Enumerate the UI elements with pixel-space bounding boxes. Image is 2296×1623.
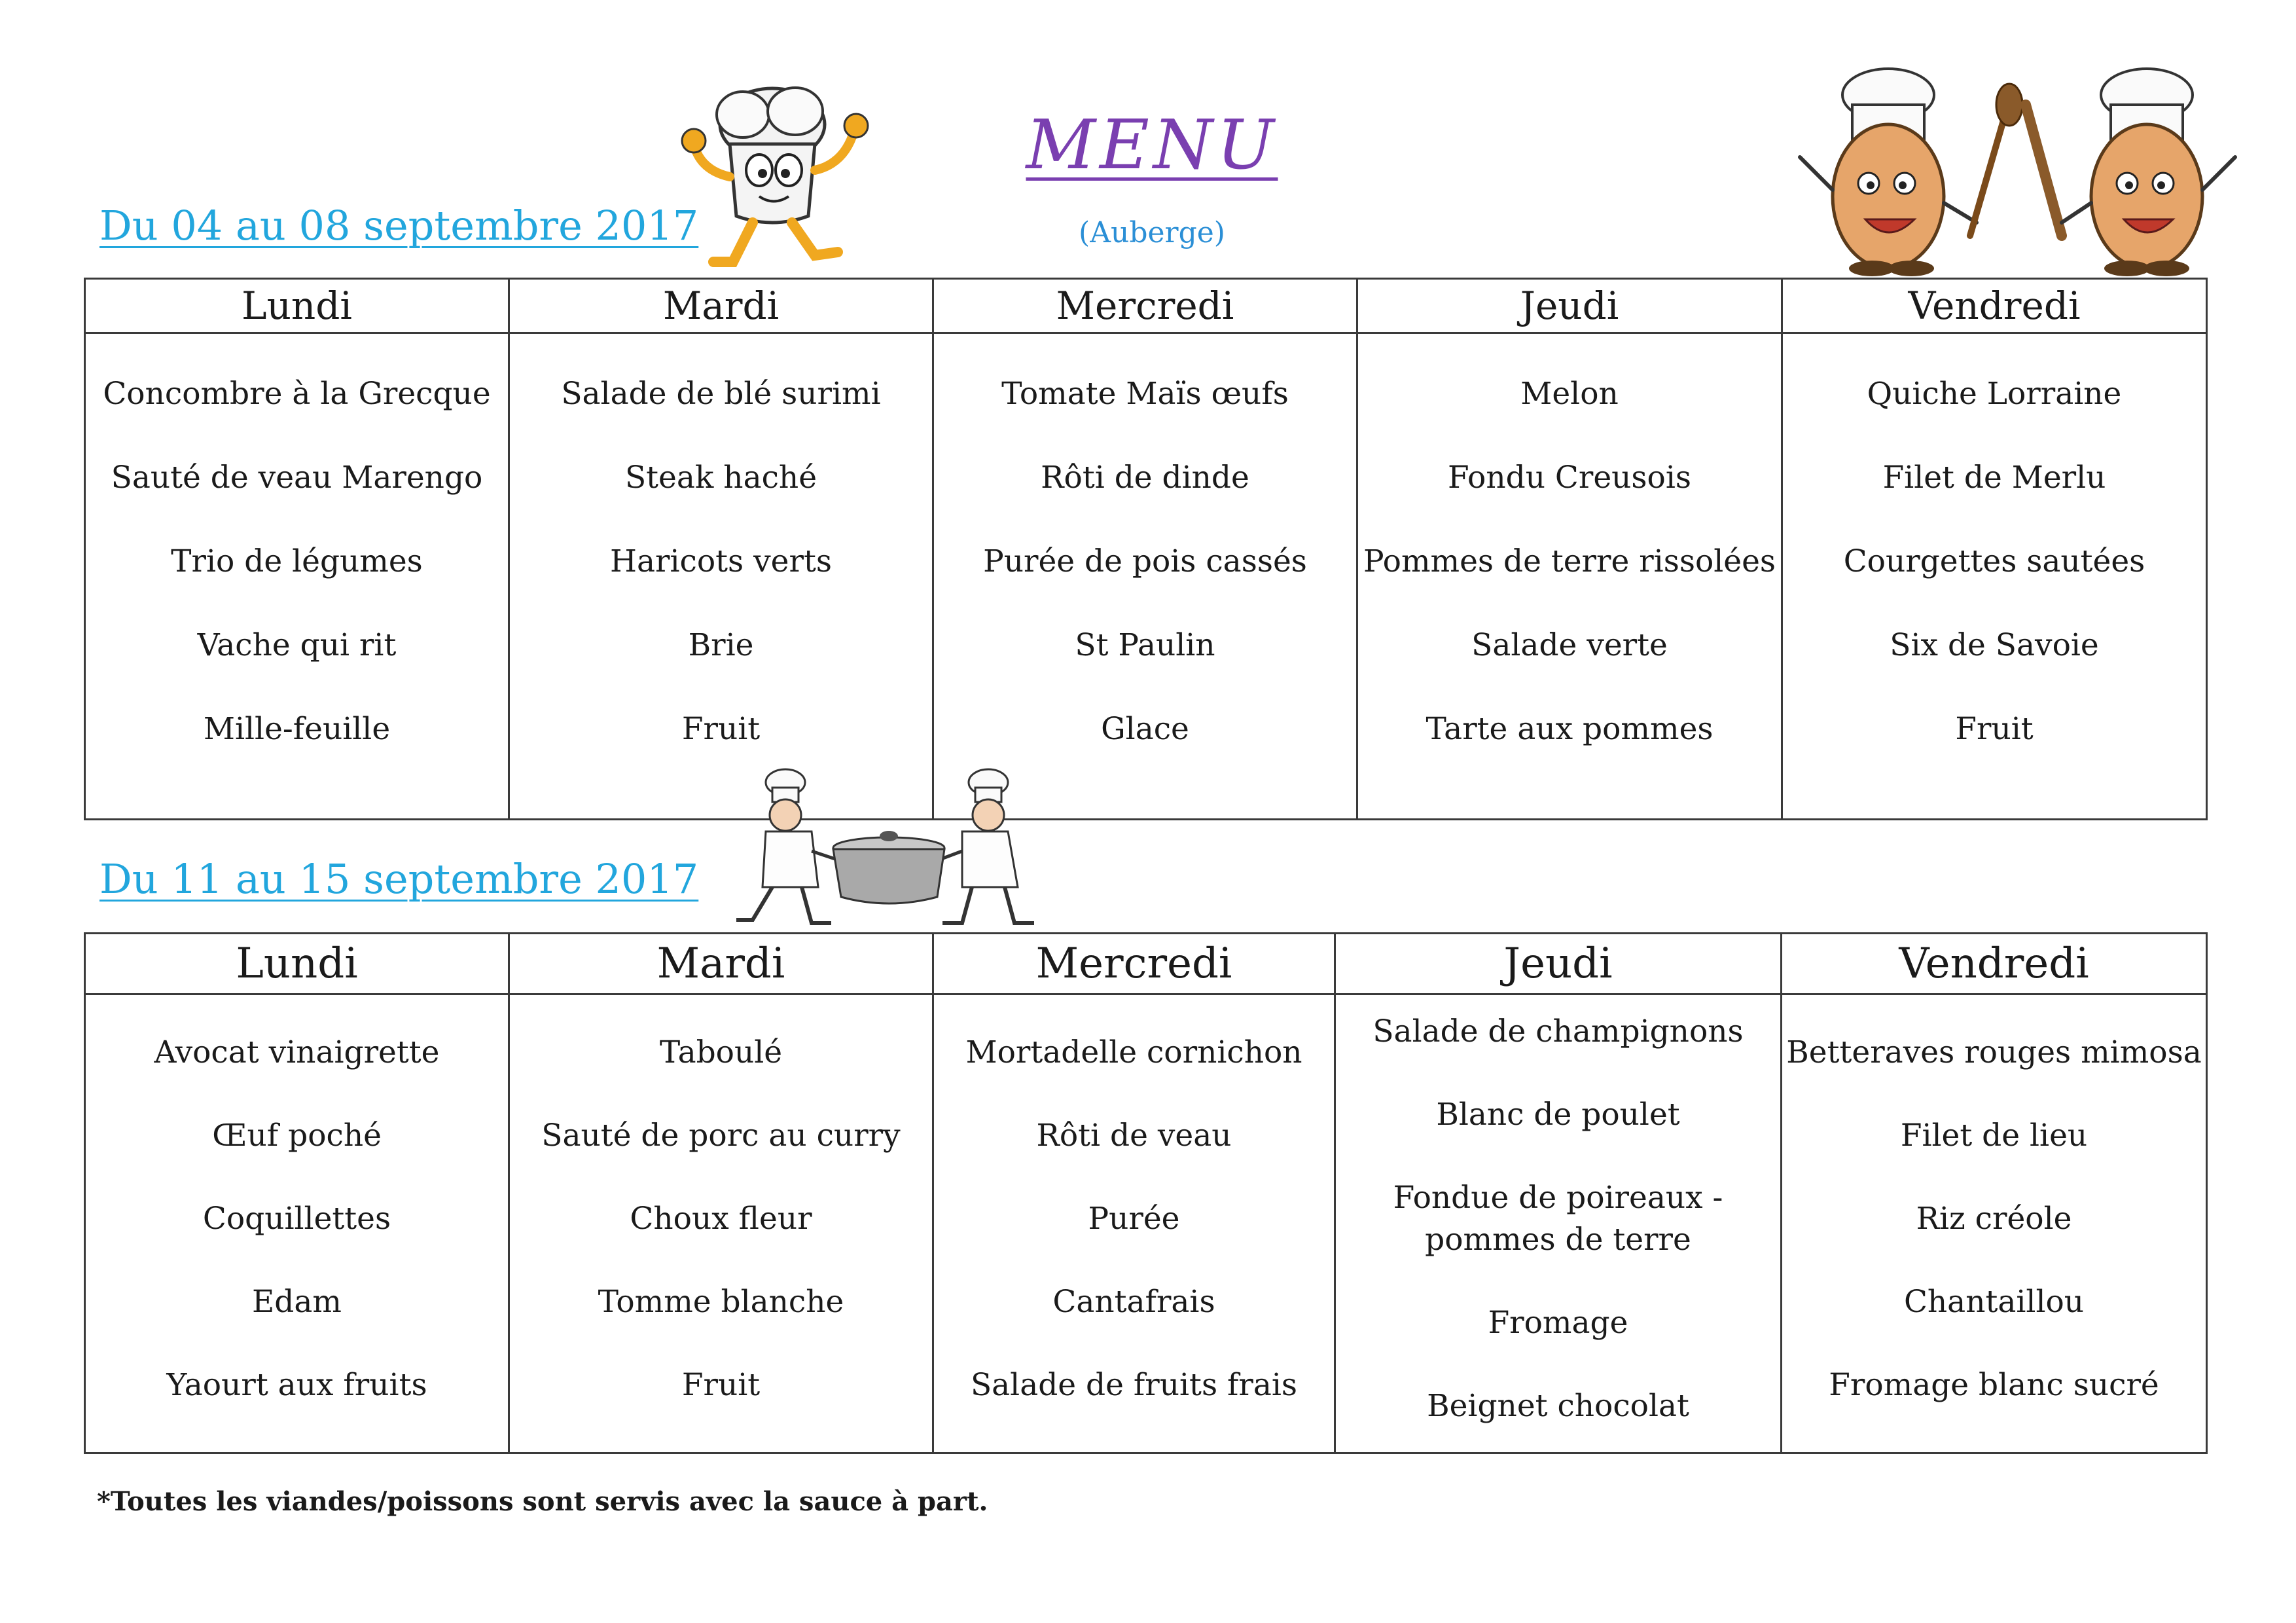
menu-item: Mille-feuille: [203, 711, 391, 747]
running-chef-mascot-icon: [674, 65, 884, 275]
day-header-lundi: Lundi: [85, 934, 509, 994]
day-cell-vendredi: [1782, 333, 2207, 820]
menu-item: Concombre à la Grecque: [103, 376, 491, 412]
menu-item: Filet de Merlu: [1882, 460, 2106, 496]
menu-item: St Paulin: [1075, 627, 1215, 663]
week-1-label: Du 04 au 08 septembre 2017: [99, 202, 699, 249]
menu-item: Melon: [1520, 376, 1619, 412]
menu-item: Yaourt aux fruits: [166, 1367, 427, 1403]
day-header-mercredi: Mercredi: [933, 934, 1335, 994]
menu-item: Sauté de veau Marengo: [111, 460, 483, 496]
menu-item: Six de Savoie: [1890, 627, 2099, 663]
day-cell-lundi: [85, 333, 509, 820]
day-cell-mardi: [509, 333, 933, 820]
menu-item: Betteraves rouges mimosa: [1786, 1034, 2202, 1070]
menu-item: Mortadelle cornichon: [965, 1034, 1302, 1070]
menu-item: Taboulé: [659, 1034, 783, 1070]
menu-item: Fruit: [1955, 711, 2034, 747]
day-header-vendredi: Vendredi: [1782, 279, 2207, 333]
footnote: *Toutes les viandes/poissons sont servis avec la sauce à part.: [97, 1486, 988, 1517]
menu-item: Quiche Lorraine: [1867, 376, 2122, 412]
menu-item: Pommes de terre rissolées: [1363, 543, 1776, 579]
menu-item: Fondu Creusois: [1448, 460, 1691, 496]
day-cell-mercredi: [933, 994, 1335, 1453]
day-header-lundi: Lundi: [85, 279, 509, 333]
menu-item: Salade de champignons: [1372, 1013, 1744, 1049]
menu-item: Rôti de veau: [1036, 1118, 1232, 1154]
menu-item: Tarte aux pommes: [1426, 711, 1713, 747]
menu-item: Filet de lieu: [1900, 1118, 2088, 1154]
chefs-carrying-pot-icon: [726, 763, 1054, 933]
week-1-menu-table: [84, 278, 2208, 820]
menu-item: Trio de légumes: [171, 543, 423, 579]
day-header-mardi: Mardi: [509, 279, 933, 333]
menu-item: Edam: [252, 1284, 342, 1320]
menu-item: Salade verte: [1471, 627, 1668, 663]
menu-item: Steak haché: [624, 460, 817, 496]
day-header-vendredi: Vendredi: [1782, 934, 2207, 994]
menu-item: Choux fleur: [630, 1201, 812, 1237]
menu-item: Purée de pois cassés: [983, 543, 1307, 579]
menu-item: Tomate Maïs œufs: [1001, 376, 1289, 412]
egg-chefs-icon: [1780, 59, 2251, 282]
menu-item: Riz créole: [1916, 1201, 2072, 1237]
menu-item: Coquillettes: [202, 1201, 391, 1237]
menu-item: Chantaillou: [1903, 1284, 2085, 1320]
day-header-jeudi: Jeudi: [1357, 279, 1782, 333]
menu-item: Fruit: [681, 711, 761, 747]
menu-item: Salade de blé surimi: [561, 376, 881, 412]
menu-item: Salade de fruits frais: [970, 1367, 1298, 1403]
day-header-mardi: Mardi: [509, 934, 933, 994]
menu-item: Fruit: [681, 1367, 761, 1403]
menu-item: Œuf poché: [212, 1118, 382, 1154]
day-header-jeudi: Jeudi: [1335, 934, 1782, 994]
menu-item: Haricots verts: [610, 543, 832, 579]
menu-item: Cantafrais: [1052, 1284, 1215, 1320]
menu-item: Fromage: [1488, 1305, 1628, 1341]
day-cell-mercredi: [933, 333, 1357, 820]
menu-item: Rôti de dinde: [1041, 460, 1249, 496]
page-subtitle: (Auberge): [1079, 216, 1225, 249]
day-header-mercredi: Mercredi: [933, 279, 1357, 333]
menu-item: Blanc de poulet: [1436, 1097, 1680, 1133]
menu-item: Glace: [1101, 711, 1189, 747]
day-cell-jeudi: [1335, 994, 1782, 1453]
menu-item: Fondue de poireaux - pommes de terre: [1393, 1180, 1723, 1258]
menu-item: Sauté de porc au curry: [541, 1118, 901, 1154]
week-2-label: Du 11 au 15 septembre 2017: [99, 855, 699, 903]
day-cell-lundi: [85, 994, 509, 1453]
menu-item: Beignet chocolat: [1427, 1388, 1689, 1424]
day-cell-jeudi: [1357, 333, 1782, 820]
menu-item: Fromage blanc sucré: [1829, 1367, 2159, 1403]
day-cell-mardi: [509, 994, 933, 1453]
menu-item: Purée: [1088, 1201, 1180, 1237]
menu-item: Tomme blanche: [598, 1284, 844, 1320]
day-cell-vendredi: [1782, 994, 2207, 1453]
menu-item: Courgettes sautées: [1843, 543, 2145, 579]
menu-item: Avocat vinaigrette: [154, 1034, 440, 1070]
page-title: MENU: [1026, 105, 1278, 185]
week-2-menu-table: [84, 932, 2208, 1454]
menu-item: Brie: [688, 627, 754, 663]
menu-item: Vache qui rit: [197, 627, 397, 663]
